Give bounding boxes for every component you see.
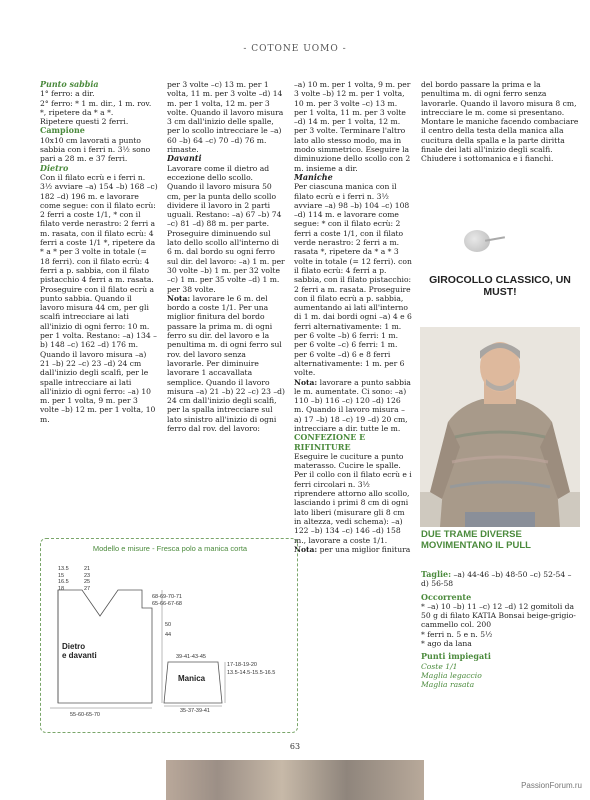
occorrente-title: Occorrente (421, 591, 472, 602)
col2-text-2: Lavorare come il dietro ad eccezione dello scollo. Quando il lavoro misura 50 cm, per la punta dello scollo dividere il lavoro in 2 parti uguali. Restano: –a) 67 –b) 74 –c) 81 –d) 88 m. per parte. Proseguire diminuendo sul lato dello scollo all'interno di 6 m. dal bordo su ogni ferro sul dir. del lavoro: –a) 1 m. per 30 volte –b) 1 m. per 32 volte –c) 1 m. per 35 volte –d) 1 m. per 38 volte. (167, 163, 285, 294)
bottom-width: 55-60-65-70 (70, 712, 100, 718)
punti-title: Punti impiegati (421, 651, 491, 662)
sleeve-label: Manica (178, 674, 206, 683)
sleeve-right-2: 13.5-14.5-15.5-16.5 (227, 670, 276, 676)
punto-sabbia-title: Punto sabbia (40, 80, 99, 89)
col2-text-1: per 3 volte –c) 13 m. per 1 volta, 11 m. per 3 volte –d) 14 m. per 1 volta, 12 m. per 3 volte. Quando il lavoro misura 3 cm dall'inizio delle spalle, per lo scollo intrecciare le –a) 60 –b) 64 –c) 70 –d) 76 m. rimaste. (167, 80, 284, 155)
girocollo-title: GIROCOLLO CLASSICO, UN MUST! (429, 274, 571, 298)
column-2 (167, 80, 285, 530)
punto-item: Maglia rasata (421, 680, 475, 690)
sidebar-info (421, 570, 579, 690)
mid-measures: 21 23 25 27 (84, 566, 91, 592)
occorrente-item: * ago da lana (421, 639, 472, 649)
punto-sabbia-line: Ripetere questi 2 ferri. (40, 117, 129, 127)
punto-item: Coste 1/1 (421, 661, 458, 671)
left-measures: 13.5 15 16.5 18 (58, 566, 69, 592)
taglie-value: –a) 44-46 –b) 48-50 –c) 52-54 –d) 56-58 (421, 570, 572, 589)
bottom-fabric-photo (166, 760, 424, 800)
right-measures-top: 68-69-70-71 65-66-67-68 (152, 594, 182, 607)
confezione-title: CONFEZIONE E RIFINITURE (294, 432, 366, 452)
col4-text-1: del bordo passare la prima e la penultima m. di ogni ferro senza lavorarle. Quando il lavoro misura 8 cm, intrecciare le m. come si presentano. Montare le maniche facendo combaciare il centro della testa della manica alla cucitura della spalla e la parte diritta finale dei lati all'inizio degli scalfi. Chiudere i sottomanica e i fianchi. (421, 80, 579, 164)
nota-label: Nota: (294, 544, 318, 554)
dietro-text: Con il filato ecrù e i ferri n. 3½ avviare –a) 154 –b) 168 –c) 182 –d) 196 m. e lavorare come segue: con il filato ecrù: 2 ferri a coste 1/1, * con il filato verde nerastro: 2 ferri a m. rasata, con il filato ecrù: 4 ferri a coste 1/1 *, ripetere da * a * per 3 volte in totale (= 18 ferri). con il filato ecrù: 4 ferri a p. sabbia, con il filato pistacchio 4 ferri a m. rasata. Proseguire con il filato ecrù a punto sabbia. Quando il lavoro misura 44 cm, per gli scalfi intrecciare ai lati all'inizio di ogni ferro: 10 m. per 1 volta. Restano: –a) 134 –b) 148 –c) 162 –d) 176 m. Quando il lavoro misura –a) 21 –b) 22 –c) 23 –d) 24 cm dall'inizio degli scalfi, per le spalle intrecciare ai lati all'inizio di ogni ferro: –a) 10 m. per 1 volta, 9 m. per 3 volte –b) 12 m. per 1 volta, 10 m. (40, 172, 158, 424)
sleeve-bottom: 35-37-39-41 (180, 708, 210, 714)
campione-text: 10x10 cm lavorati a punto sabbia con i ferri n. 3½ sono pari a 28 m. e 37 ferri. (40, 135, 151, 164)
column-3 (294, 80, 412, 745)
col3-text-3: lavorare a punto sabbia le m. aumentate. Ci sono: –a) 110 –b) 116 –c) 120 –d) 126 m. Quando il lavoro misura –a) 17 –b) 18 –c) 19 –d) 20 cm, intrecciare a dir. tutte le m. (294, 377, 411, 433)
taglie-label: Taglie: (421, 569, 452, 579)
dietro-title: Dietro (40, 162, 69, 173)
col2-text-3: lavorare le 6 m. del bordo a coste 1/1. Per una miglior finitura del bordo passare la prima m. di ogni ferro su dir. del lavoro e la penultima m. di ogni ferro sul rov. del lavoro senza lavorarle. Per diminuire lavorare 1 accavallata semplice. Quando il lavoro misura –a) 21 –b) 22 –c) 23 –d) 24 cm dall'inizio degli scalfi, per la spalla intrecciare sul lato sinistro all'inizio di ogni ferro dal rov. del lavoro: (167, 293, 285, 433)
man-in-sweater-illustration (420, 327, 580, 527)
page-number: 63 (289, 742, 301, 751)
col3-text-4: Eseguire le cuciture a punto materasso. Cucire le spalle. Per il collo con il filato ecrù e i ferri circolari n. 3½ riprendere attorno allo scollo, lasciando i primi 8 cm di ogni lato liberi (misurare gli 8 cm in altezza, vedi schema): –a) 122 –b) 134 –c) 146 –d) 158 m., lavorare a coste 1/1. (294, 451, 412, 545)
occorrente-item: * ferri n. 5 e n. 5½ (421, 629, 493, 639)
body-label: Dietro e davanti (62, 642, 97, 660)
running-header: - COTONE UOMO - (243, 44, 347, 54)
nota-label: Nota: (294, 377, 318, 387)
punto-item: Maglia legaccio (421, 670, 482, 680)
nota-label: Nota: (167, 293, 191, 303)
sleeve-right-1: 17-18-19-20 (227, 662, 257, 668)
col3-text-5: per una miglior finitura (319, 544, 411, 554)
diagram-title: Modello e misure - Fresca polo a manica corta (92, 544, 248, 553)
occorrente-item: * –a) 10 –b) 11 –c) 12 –d) 12 gomitoli da 50 g di filato KATIA Bonsai beige-grigio-cammello col. 200 (421, 601, 576, 630)
campione-title: Campione (40, 125, 85, 136)
watermark: PassionForum.ru (521, 781, 582, 790)
punto-sabbia-line: 1° ferro: a dir. (40, 89, 95, 99)
punto-sabbia-line: 2° ferro: * 1 m. dir., 1 m. rov. *, ripetere da * a *. (40, 98, 152, 117)
column-1 (40, 80, 158, 530)
column-4 (421, 80, 579, 230)
col3-text-2: Per ciascuna manica con il filato ecrù e i ferri n. 3½ avviare –a) 98 –b) 104 –c) 108 –d) 114 m. e lavorare come segue: * con il filato ecrù: 2 ferri a coste 1/1, con il filato verde nerastro: 2 ferri a m. rasata *, ripetere da * a * 3 volte in totale (= 12 ferri). con il filato ecrù: 4 ferri a p. sabbia, con il filato pistacchio: 2 ferri a m. rasata. Proseguire con il filato ecrù a p. sabbia, aumentando ai lati all'interno di 1 m. dai bordi ogni –a) 4 e 6 ferri alternativamente: 1 m. per 6 volte –b) 6 ferri: 1 m. per 6 volte –c) 6 ferri: 1 m. per 6 volte –d) 6 e 8 ferri alternativamente: 1 m. per 6 volte. (294, 182, 412, 378)
col3-text-1: –a) 10 m. per 1 volta, 9 m. per 3 volte –b) 12 m. per 1 volta, 10 m. per 3 volte –c) 13 m. per 1 volta, 11 m. per 3 volte –d) 14 m. per 1 volta, 12 m. per 3 volte. Terminare l'altro lato allo stesso modo, ma in modo simmetrico. Eseguire la diminuzione dello scollo con 2 m. insieme a dir. (294, 80, 411, 173)
maniche-title: Maniche (294, 171, 333, 182)
sleeve-top: 39-41-43-45 (176, 654, 206, 660)
right-side-2: 44 (165, 632, 172, 638)
davanti-title: Davanti (167, 153, 202, 164)
model-photo (420, 327, 580, 527)
due-trame-title: DUE TRAME DIVERSE MOVIMENTANO IL PULL (421, 529, 531, 551)
right-side-1: 50 (165, 622, 172, 628)
